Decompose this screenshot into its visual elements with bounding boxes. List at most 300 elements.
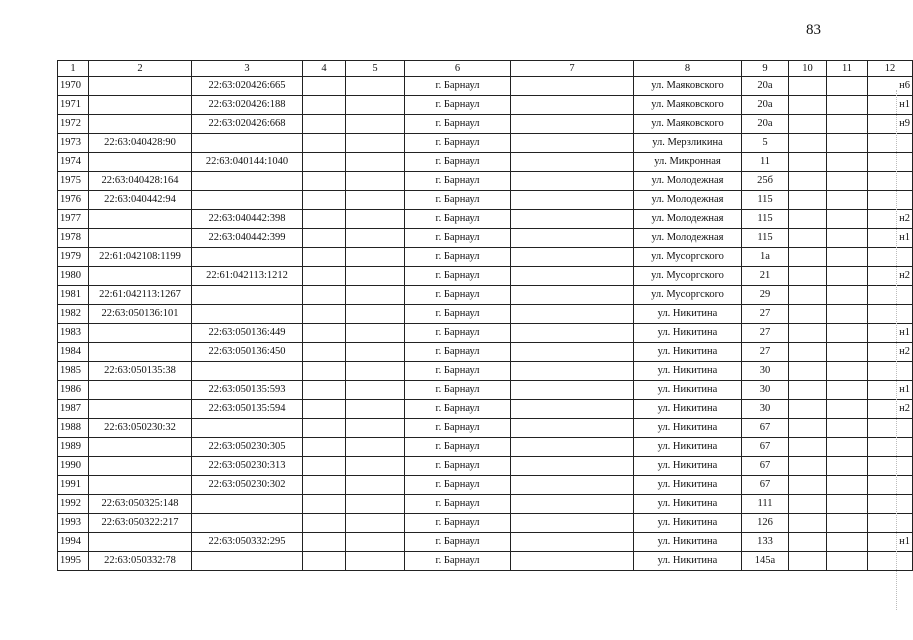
cadastral-number-premises-cell: 22:63:050135:593 xyxy=(192,381,303,400)
street-cell: ул. Мерзликина xyxy=(634,134,742,153)
col-11-cell xyxy=(827,343,868,362)
column-header-8: 8 xyxy=(634,61,742,77)
col-4-cell xyxy=(303,134,346,153)
settlement-cell: г. Барнаул xyxy=(405,96,511,115)
col-10-cell xyxy=(789,381,827,400)
row-number-cell: 1993 xyxy=(58,514,89,533)
column-header-2: 2 xyxy=(89,61,192,77)
cadastral-number-building-cell: 22:63:050332:78 xyxy=(89,552,192,571)
row-number-cell: 1992 xyxy=(58,495,89,514)
settlement-cell: г. Барнаул xyxy=(405,172,511,191)
col-4-cell xyxy=(303,153,346,172)
col-5-cell xyxy=(346,305,405,324)
col-10-cell xyxy=(789,305,827,324)
col-11-cell xyxy=(827,153,868,172)
row-number-cell: 1995 xyxy=(58,552,89,571)
premises-number-cell: н2 xyxy=(868,210,913,229)
premises-number-cell xyxy=(868,286,913,305)
col-5-cell xyxy=(346,134,405,153)
register-table xyxy=(57,60,913,571)
cadastral-number-premises-cell: 22:63:040144:1040 xyxy=(192,153,303,172)
house-number-cell: 67 xyxy=(742,457,789,476)
house-number-cell: 1а xyxy=(742,248,789,267)
street-cell: ул. Никитина xyxy=(634,533,742,552)
row-number-cell: 1986 xyxy=(58,381,89,400)
col-5-cell xyxy=(346,115,405,134)
cadastral-number-building-cell xyxy=(89,96,192,115)
premises-number-cell xyxy=(868,134,913,153)
column-header-3: 3 xyxy=(192,61,303,77)
col-5-cell xyxy=(346,77,405,96)
col-10-cell xyxy=(789,115,827,134)
column-header-1: 1 xyxy=(58,61,89,77)
col-5-cell xyxy=(346,476,405,495)
scan-edge-marks xyxy=(896,90,899,610)
cadastral-number-building-cell: 22:63:040442:94 xyxy=(89,191,192,210)
col-11-cell xyxy=(827,210,868,229)
house-number-cell: 27 xyxy=(742,324,789,343)
row-number-cell: 1987 xyxy=(58,400,89,419)
table-row xyxy=(58,286,913,305)
cadastral-number-premises-cell xyxy=(192,552,303,571)
col-11-cell xyxy=(827,305,868,324)
cadastral-number-building-cell xyxy=(89,267,192,286)
table-row xyxy=(58,172,913,191)
street-cell: ул. Никитина xyxy=(634,324,742,343)
col-5-cell xyxy=(346,248,405,267)
premises-number-cell xyxy=(868,153,913,172)
col-11-cell xyxy=(827,267,868,286)
col-4-cell xyxy=(303,457,346,476)
table-body xyxy=(58,77,913,571)
col-11-cell xyxy=(827,172,868,191)
cadastral-number-building-cell xyxy=(89,153,192,172)
table-row xyxy=(58,419,913,438)
house-number-cell: 115 xyxy=(742,229,789,248)
col-7-cell xyxy=(511,324,634,343)
col-11-cell xyxy=(827,495,868,514)
cadastral-number-premises-cell: 22:63:050332:295 xyxy=(192,533,303,552)
col-5-cell xyxy=(346,495,405,514)
col-7-cell xyxy=(511,267,634,286)
cadastral-number-premises-cell: 22:63:020426:188 xyxy=(192,96,303,115)
col-5-cell xyxy=(346,343,405,362)
col-10-cell xyxy=(789,267,827,286)
cadastral-number-building-cell xyxy=(89,115,192,134)
cadastral-number-premises-cell xyxy=(192,362,303,381)
col-11-cell xyxy=(827,134,868,153)
col-4-cell xyxy=(303,476,346,495)
col-10-cell xyxy=(789,96,827,115)
street-cell: ул. Никитина xyxy=(634,305,742,324)
col-7-cell xyxy=(511,248,634,267)
house-number-cell: 29 xyxy=(742,286,789,305)
col-4-cell xyxy=(303,172,346,191)
table-row xyxy=(58,210,913,229)
row-number-cell: 1979 xyxy=(58,248,89,267)
premises-number-cell xyxy=(868,248,913,267)
premises-number-cell: н1 xyxy=(868,229,913,248)
col-11-cell xyxy=(827,552,868,571)
col-7-cell xyxy=(511,495,634,514)
house-number-cell: 67 xyxy=(742,476,789,495)
col-11-cell xyxy=(827,419,868,438)
table-row xyxy=(58,533,913,552)
col-5-cell xyxy=(346,533,405,552)
row-number-cell: 1975 xyxy=(58,172,89,191)
col-11-cell xyxy=(827,400,868,419)
street-cell: ул. Молодежная xyxy=(634,191,742,210)
col-10-cell xyxy=(789,400,827,419)
col-11-cell xyxy=(827,96,868,115)
col-11-cell xyxy=(827,362,868,381)
house-number-cell: 115 xyxy=(742,191,789,210)
settlement-cell: г. Барнаул xyxy=(405,153,511,172)
street-cell: ул. Никитина xyxy=(634,362,742,381)
settlement-cell: г. Барнаул xyxy=(405,134,511,153)
cadastral-number-building-cell xyxy=(89,324,192,343)
col-10-cell xyxy=(789,324,827,343)
cadastral-number-building-cell: 22:63:050230:32 xyxy=(89,419,192,438)
row-number-cell: 1982 xyxy=(58,305,89,324)
premises-number-cell: н2 xyxy=(868,343,913,362)
street-cell: ул. Микронная xyxy=(634,153,742,172)
cadastral-number-premises-cell xyxy=(192,514,303,533)
col-4-cell xyxy=(303,229,346,248)
col-10-cell xyxy=(789,134,827,153)
col-5-cell xyxy=(346,210,405,229)
column-header-10: 10 xyxy=(789,61,827,77)
col-11-cell xyxy=(827,476,868,495)
cadastral-number-premises-cell: 22:63:040442:399 xyxy=(192,229,303,248)
table-row xyxy=(58,476,913,495)
column-header-4: 4 xyxy=(303,61,346,77)
table-row xyxy=(58,438,913,457)
col-11-cell xyxy=(827,457,868,476)
house-number-cell: 5 xyxy=(742,134,789,153)
cadastral-number-building-cell: 22:61:042113:1267 xyxy=(89,286,192,305)
table-row xyxy=(58,115,913,134)
table-row xyxy=(58,457,913,476)
col-7-cell xyxy=(511,305,634,324)
settlement-cell: г. Барнаул xyxy=(405,514,511,533)
settlement-cell: г. Барнаул xyxy=(405,115,511,134)
col-4-cell xyxy=(303,381,346,400)
col-4-cell xyxy=(303,305,346,324)
cadastral-number-premises-cell: 22:63:020426:668 xyxy=(192,115,303,134)
street-cell: ул. Никитина xyxy=(634,419,742,438)
street-cell: ул. Мусоргского xyxy=(634,286,742,305)
house-number-cell: 11 xyxy=(742,153,789,172)
street-cell: ул. Никитина xyxy=(634,457,742,476)
col-7-cell xyxy=(511,77,634,96)
col-4-cell xyxy=(303,248,346,267)
col-11-cell xyxy=(827,514,868,533)
cadastral-number-premises-cell xyxy=(192,419,303,438)
table-row xyxy=(58,248,913,267)
cadastral-number-building-cell xyxy=(89,343,192,362)
cadastral-number-building-cell xyxy=(89,400,192,419)
col-7-cell xyxy=(511,476,634,495)
cadastral-number-building-cell: 22:63:040428:164 xyxy=(89,172,192,191)
premises-number-cell xyxy=(868,419,913,438)
col-10-cell xyxy=(789,552,827,571)
table-row xyxy=(58,362,913,381)
col-7-cell xyxy=(511,533,634,552)
col-11-cell xyxy=(827,229,868,248)
col-4-cell xyxy=(303,533,346,552)
col-5-cell xyxy=(346,514,405,533)
house-number-cell: 25б xyxy=(742,172,789,191)
row-number-cell: 1983 xyxy=(58,324,89,343)
house-number-cell: 21 xyxy=(742,267,789,286)
column-header-6: 6 xyxy=(405,61,511,77)
premises-number-cell: н2 xyxy=(868,267,913,286)
cadastral-number-premises-cell xyxy=(192,305,303,324)
cadastral-number-premises-cell: 22:63:050230:305 xyxy=(192,438,303,457)
row-number-cell: 1991 xyxy=(58,476,89,495)
street-cell: ул. Никитина xyxy=(634,343,742,362)
cadastral-number-building-cell: 22:61:042108:1199 xyxy=(89,248,192,267)
premises-number-cell: н1 xyxy=(868,533,913,552)
cadastral-number-premises-cell: 22:63:050136:450 xyxy=(192,343,303,362)
col-5-cell xyxy=(346,552,405,571)
house-number-cell: 30 xyxy=(742,381,789,400)
house-number-cell: 126 xyxy=(742,514,789,533)
settlement-cell: г. Барнаул xyxy=(405,381,511,400)
row-number-cell: 1985 xyxy=(58,362,89,381)
table-row xyxy=(58,153,913,172)
house-number-cell: 115 xyxy=(742,210,789,229)
premises-number-cell xyxy=(868,552,913,571)
col-5-cell xyxy=(346,419,405,438)
settlement-cell: г. Барнаул xyxy=(405,324,511,343)
col-10-cell xyxy=(789,191,827,210)
cadastral-number-premises-cell: 22:63:050230:313 xyxy=(192,457,303,476)
house-number-cell: 145а xyxy=(742,552,789,571)
col-4-cell xyxy=(303,343,346,362)
settlement-cell: г. Барнаул xyxy=(405,210,511,229)
cadastral-number-premises-cell xyxy=(192,495,303,514)
row-number-cell: 1980 xyxy=(58,267,89,286)
col-5-cell xyxy=(346,229,405,248)
col-5-cell xyxy=(346,191,405,210)
col-10-cell xyxy=(789,533,827,552)
street-cell: ул. Никитина xyxy=(634,552,742,571)
col-7-cell xyxy=(511,96,634,115)
street-cell: ул. Маяковского xyxy=(634,115,742,134)
premises-number-cell xyxy=(868,362,913,381)
col-7-cell xyxy=(511,115,634,134)
house-number-cell: 20а xyxy=(742,115,789,134)
street-cell: ул. Никитина xyxy=(634,438,742,457)
house-number-cell: 133 xyxy=(742,533,789,552)
col-10-cell xyxy=(789,419,827,438)
cadastral-number-premises-cell: 22:63:020426:665 xyxy=(192,77,303,96)
col-10-cell xyxy=(789,362,827,381)
col-5-cell xyxy=(346,438,405,457)
premises-number-cell xyxy=(868,457,913,476)
cadastral-number-premises-cell: 22:63:050136:449 xyxy=(192,324,303,343)
col-4-cell xyxy=(303,400,346,419)
col-7-cell xyxy=(511,286,634,305)
col-10-cell xyxy=(789,248,827,267)
col-5-cell xyxy=(346,96,405,115)
settlement-cell: г. Барнаул xyxy=(405,229,511,248)
row-number-cell: 1990 xyxy=(58,457,89,476)
col-4-cell xyxy=(303,419,346,438)
col-5-cell xyxy=(346,172,405,191)
col-4-cell xyxy=(303,362,346,381)
row-number-cell: 1981 xyxy=(58,286,89,305)
col-7-cell xyxy=(511,210,634,229)
col-7-cell xyxy=(511,362,634,381)
col-5-cell xyxy=(346,362,405,381)
table-row xyxy=(58,324,913,343)
row-number-cell: 1974 xyxy=(58,153,89,172)
street-cell: ул. Никитина xyxy=(634,400,742,419)
house-number-cell: 20а xyxy=(742,96,789,115)
house-number-cell: 111 xyxy=(742,495,789,514)
cadastral-number-premises-cell xyxy=(192,172,303,191)
table-row xyxy=(58,267,913,286)
col-7-cell xyxy=(511,514,634,533)
col-5-cell xyxy=(346,381,405,400)
settlement-cell: г. Барнаул xyxy=(405,400,511,419)
cadastral-number-premises-cell: 22:61:042113:1212 xyxy=(192,267,303,286)
street-cell: ул. Никитина xyxy=(634,495,742,514)
col-4-cell xyxy=(303,191,346,210)
settlement-cell: г. Барнаул xyxy=(405,191,511,210)
col-4-cell xyxy=(303,267,346,286)
row-number-cell: 1994 xyxy=(58,533,89,552)
settlement-cell: г. Барнаул xyxy=(405,362,511,381)
page-number: 83 xyxy=(806,22,821,38)
col-5-cell xyxy=(346,400,405,419)
premises-number-cell: н1 xyxy=(868,96,913,115)
col-5-cell xyxy=(346,457,405,476)
cadastral-number-premises-cell xyxy=(192,191,303,210)
cadastral-number-building-cell: 22:63:040428:90 xyxy=(89,134,192,153)
col-10-cell xyxy=(789,438,827,457)
cadastral-number-building-cell: 22:63:050322:217 xyxy=(89,514,192,533)
col-10-cell xyxy=(789,77,827,96)
col-7-cell xyxy=(511,381,634,400)
premises-number-cell: н9 xyxy=(868,115,913,134)
cadastral-number-building-cell xyxy=(89,210,192,229)
cadastral-number-premises-cell xyxy=(192,286,303,305)
table-row xyxy=(58,552,913,571)
street-cell: ул. Мусоргского xyxy=(634,267,742,286)
settlement-cell: г. Барнаул xyxy=(405,305,511,324)
cadastral-number-building-cell: 22:63:050325:148 xyxy=(89,495,192,514)
settlement-cell: г. Барнаул xyxy=(405,457,511,476)
table-row xyxy=(58,229,913,248)
cadastral-number-premises-cell xyxy=(192,248,303,267)
cadastral-number-building-cell xyxy=(89,476,192,495)
cadastral-number-building-cell xyxy=(89,77,192,96)
col-10-cell xyxy=(789,172,827,191)
settlement-cell: г. Барнаул xyxy=(405,495,511,514)
col-11-cell xyxy=(827,248,868,267)
table-row xyxy=(58,381,913,400)
settlement-cell: г. Барнаул xyxy=(405,343,511,362)
street-cell: ул. Маяковского xyxy=(634,96,742,115)
table-row xyxy=(58,495,913,514)
settlement-cell: г. Барнаул xyxy=(405,438,511,457)
cadastral-number-building-cell: 22:63:050135:38 xyxy=(89,362,192,381)
row-number-cell: 1970 xyxy=(58,77,89,96)
settlement-cell: г. Барнаул xyxy=(405,552,511,571)
row-number-cell: 1978 xyxy=(58,229,89,248)
col-7-cell xyxy=(511,438,634,457)
street-cell: ул. Молодежная xyxy=(634,210,742,229)
street-cell: ул. Никитина xyxy=(634,381,742,400)
street-cell: ул. Молодежная xyxy=(634,229,742,248)
cadastral-number-premises-cell: 22:63:040442:398 xyxy=(192,210,303,229)
col-10-cell xyxy=(789,229,827,248)
house-number-cell: 67 xyxy=(742,419,789,438)
col-5-cell xyxy=(346,267,405,286)
column-header-9: 9 xyxy=(742,61,789,77)
col-7-cell xyxy=(511,457,634,476)
cadastral-number-building-cell: 22:63:050136:101 xyxy=(89,305,192,324)
settlement-cell: г. Барнаул xyxy=(405,77,511,96)
house-number-cell: 30 xyxy=(742,362,789,381)
col-4-cell xyxy=(303,96,346,115)
col-4-cell xyxy=(303,77,346,96)
col-10-cell xyxy=(789,495,827,514)
col-4-cell xyxy=(303,210,346,229)
col-4-cell xyxy=(303,438,346,457)
col-7-cell xyxy=(511,400,634,419)
settlement-cell: г. Барнаул xyxy=(405,476,511,495)
col-4-cell xyxy=(303,495,346,514)
col-5-cell xyxy=(346,286,405,305)
premises-number-cell xyxy=(868,305,913,324)
col-11-cell xyxy=(827,324,868,343)
col-7-cell xyxy=(511,552,634,571)
col-5-cell xyxy=(346,324,405,343)
cadastral-number-building-cell xyxy=(89,457,192,476)
premises-number-cell xyxy=(868,495,913,514)
col-7-cell xyxy=(511,191,634,210)
premises-number-cell xyxy=(868,191,913,210)
col-11-cell xyxy=(827,533,868,552)
cadastral-number-premises-cell: 22:63:050135:594 xyxy=(192,400,303,419)
col-11-cell xyxy=(827,77,868,96)
col-7-cell xyxy=(511,134,634,153)
column-header-7: 7 xyxy=(511,61,634,77)
street-cell: ул. Мусоргского xyxy=(634,248,742,267)
house-number-cell: 27 xyxy=(742,305,789,324)
row-number-cell: 1976 xyxy=(58,191,89,210)
premises-number-cell: н1 xyxy=(868,381,913,400)
settlement-cell: г. Барнаул xyxy=(405,267,511,286)
row-number-cell: 1972 xyxy=(58,115,89,134)
col-4-cell xyxy=(303,552,346,571)
row-number-cell: 1973 xyxy=(58,134,89,153)
cadastral-number-building-cell xyxy=(89,229,192,248)
table-row xyxy=(58,400,913,419)
table-row xyxy=(58,514,913,533)
column-header-5: 5 xyxy=(346,61,405,77)
col-7-cell xyxy=(511,153,634,172)
col-11-cell xyxy=(827,286,868,305)
col-11-cell xyxy=(827,381,868,400)
street-cell: ул. Маяковского xyxy=(634,77,742,96)
col-10-cell xyxy=(789,343,827,362)
